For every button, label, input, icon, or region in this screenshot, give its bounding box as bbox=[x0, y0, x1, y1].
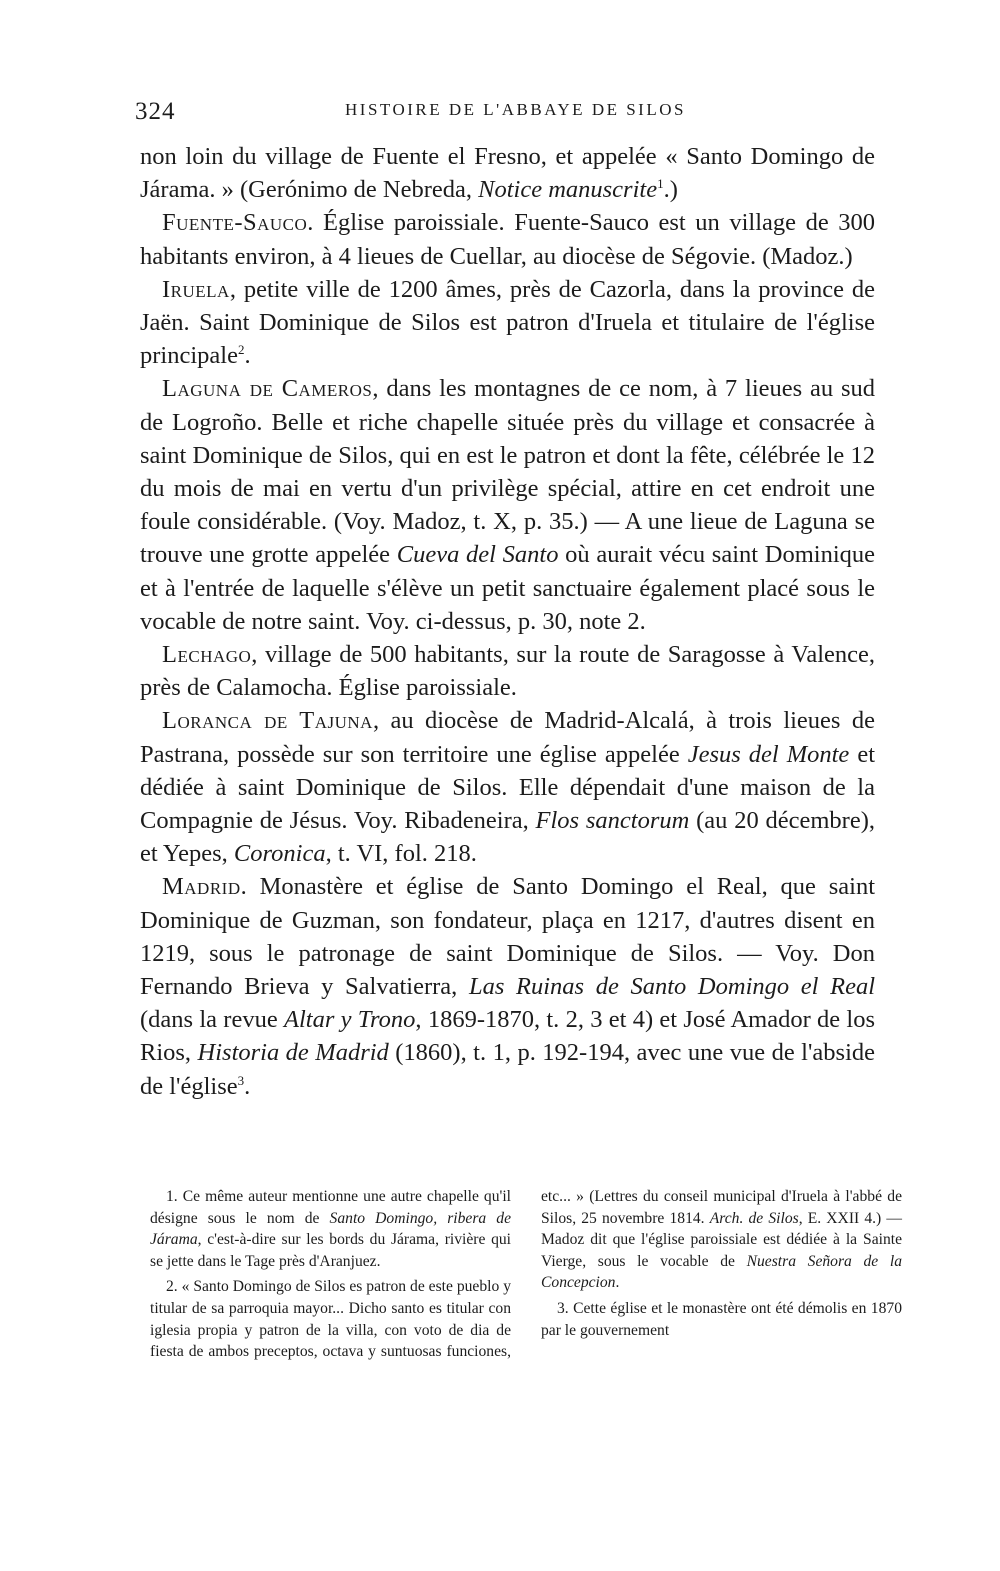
entry-headword: Fuente-Sauco bbox=[162, 209, 308, 237]
entry-iruela bbox=[140, 273, 875, 373]
text-run: , c'est-à-dire sur les bords du Járama, rivière qui se jette dans le Tage près d'Aranjuez. bbox=[150, 1231, 511, 1270]
text-run: , au diocèse de Madrid-Alcalá, à trois lieues de Pastrana, possède sur son territoire une église appelée bbox=[140, 707, 875, 768]
italic-title: Altar y Trono bbox=[283, 1006, 416, 1034]
text-run: 1. Ce même auteur mentionne une autre chapelle qu'il désigne sous le nom de bbox=[150, 1188, 511, 1227]
text-run: (dans la revue bbox=[140, 1006, 284, 1034]
page-number: 324 bbox=[135, 98, 176, 125]
text-run: , dans les montagnes de ce nom, à 7 lieues au sud de Logroño. Belle et riche chapelle située près du village et consacrée à saint Dominique de Silos, qui en est le patron et dont la fête, célébrée le 12 du mois de mai en vertu d'un privilège spécial, attire en cet endroit une foule considérable. (Voy. Madoz, t. X, p. 35.) — A une lieue de Laguna se trouve une grotte appelée bbox=[140, 375, 875, 569]
text-run: . Église paroissiale. Fuente-Sauco est un village de 300 habitants environ, à 4 lieues de Cuellar, au diocèse de Ségovie. (Madoz.) bbox=[140, 209, 875, 270]
entry-headword: Laguna de Cameros bbox=[162, 375, 373, 403]
entry-fuente-sauco bbox=[140, 206, 875, 272]
italic-title: Flos sanctorum bbox=[535, 807, 690, 835]
text-run: , 1869-1870, t. 2, 3 et 4) et José Amador de los Rios, bbox=[140, 1006, 876, 1067]
text-run: . Monastère et église de Santo Domingo el Real, que saint Dominique de Guzman, son fondateur, plaça en 1217, d'autres disent en 1219, sous le patronage de saint Dominique de Silos. — Voy. Don Fernando Brieva y Salvatierra, bbox=[140, 873, 875, 1001]
footnotes bbox=[150, 1186, 902, 1363]
running-title: HISTOIRE DE L'ABBAYE DE SILOS bbox=[345, 100, 686, 119]
text-run: 3. Cette église et le monastère ont été démolis en 1870 par le gouvernement bbox=[541, 1299, 902, 1339]
footnote-ref: 1 bbox=[657, 176, 664, 192]
footnote-ref: 3 bbox=[237, 1072, 245, 1088]
text-run: , t. VI, fol. 218. bbox=[325, 840, 477, 868]
page-header bbox=[135, 90, 875, 130]
text-run: , E. XXII 4.) — Madoz dit que l'église paroissiale est dédiée à la Sainte Vierge, sous le vocable de bbox=[541, 1209, 902, 1270]
italic-title: Historia de Madrid bbox=[197, 1039, 389, 1067]
paragraph-continuation bbox=[140, 140, 875, 206]
entry-loranca bbox=[140, 704, 875, 870]
text-run: où aurait vécu saint Dominique et à l'entrée de laquelle s'élève un petit sanctuaire également placé sous le vocable de notre saint. Voy. ci-dessus, p. 30, note 2. bbox=[140, 541, 876, 635]
italic-title: Notice manuscrite bbox=[478, 176, 658, 204]
entry-headword: Loranca de Tajuna bbox=[162, 707, 373, 735]
footnote-ref: 2 bbox=[237, 342, 245, 358]
entry-headword: Madrid bbox=[162, 873, 241, 901]
entry-headword: Iruela bbox=[162, 275, 230, 303]
text-run: . bbox=[244, 1072, 251, 1100]
footnote-1 bbox=[150, 1186, 511, 1272]
footnote-3 bbox=[541, 1298, 902, 1341]
text-run: et dédiée à saint Dominique de Silos. Elle dépendait d'une maison de la Compagnie de Jésus. Voy. Ribadeneira, bbox=[140, 740, 875, 835]
entry-headword: Lechago bbox=[162, 641, 252, 669]
italic-title: Cueva del Santo bbox=[396, 541, 559, 569]
italic-title: Jesus del Monte bbox=[687, 740, 850, 768]
text-run: (1860), t. 1, p. 192-194, avec une vue de l'abside de l'église bbox=[140, 1039, 875, 1100]
italic-title: Coronica bbox=[233, 840, 326, 868]
text-run: , village de 500 habitants, sur la route de Saragosse à Valence, près de Calamocha. Église paroissiale. bbox=[140, 641, 875, 702]
italic-title: Nuestra Señora de la Concepcion bbox=[541, 1252, 902, 1292]
entry-lechago bbox=[140, 638, 875, 704]
entry-laguna bbox=[140, 372, 875, 638]
italic-title: Santo Domingo, ribera de Járama bbox=[150, 1209, 511, 1249]
text-run: non loin du village de Fuente el Fresno, et appelée « Santo Domingo de Járama. » (Gerónimo de Nebreda, bbox=[140, 143, 875, 204]
main-text bbox=[140, 140, 875, 1103]
text-run: . bbox=[615, 1274, 620, 1292]
entry-madrid bbox=[140, 870, 875, 1102]
text-run: . bbox=[244, 342, 251, 370]
text-run: .) bbox=[663, 176, 678, 204]
italic-title: Las Ruinas de Santo Domingo el Real bbox=[468, 973, 876, 1001]
text-run: 2. « Santo Domingo de Silos es patron de este pueblo y titular de sa parroquia mayor... Dicho santo es titular con iglesia propia y patron de la villa, con voto de dia de fiesta de ambos preceptos, octava y suntuosas funciones, etc... » (Lettres du conseil municipal d'Iruela à l'abbé de Silos, 25 novembre 1814. bbox=[150, 1188, 902, 1361]
italic-title: Arch. de Silos bbox=[709, 1209, 799, 1227]
text-run: , petite ville de 1200 âmes, près de Cazorla, dans la province de Jaën. Saint Dominique de Silos est patron d'Iruela et titulaire de l'église principale bbox=[140, 275, 875, 370]
text-run: (au 20 décembre), et Yepes, bbox=[140, 807, 875, 868]
